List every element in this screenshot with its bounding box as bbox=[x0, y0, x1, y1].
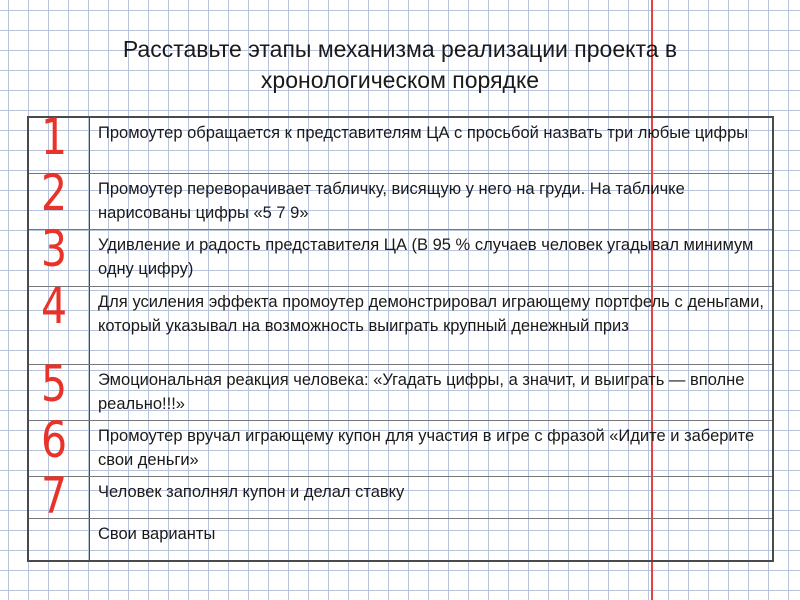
table-row-step-3 bbox=[29, 220, 772, 287]
table-row-step-5 bbox=[29, 355, 772, 421]
table-row-step-1 bbox=[29, 108, 772, 174]
step-number-7: 7 bbox=[41, 467, 68, 525]
step-number-2: 2 bbox=[41, 164, 68, 222]
step-text-7: Человек заполнял купон и делал ставку bbox=[98, 483, 405, 501]
step-number-5: 5 bbox=[41, 355, 68, 413]
step-number-cell bbox=[29, 467, 90, 525]
page-title bbox=[30, 34, 770, 96]
step-number-cell bbox=[29, 277, 90, 364]
own-options-text: Свои варианты bbox=[98, 525, 216, 543]
table-row-own-options bbox=[29, 519, 772, 560]
title-line-2: хронологическом порядке bbox=[260, 67, 540, 93]
table-row-step-2 bbox=[29, 164, 772, 230]
step-text-2: Промоутер переворачивает табличку, висящую у него на груди. На табличке нарисованы цифры «5 7 9» bbox=[98, 180, 685, 222]
steps-table bbox=[27, 108, 774, 562]
step-text-3: Удивление и радость представителя ЦА (В 95 % случаев человек угадывал минимум одну цифру) bbox=[98, 236, 754, 278]
step-number-1: 1 bbox=[41, 108, 68, 166]
title-line-1: Расставьте этапы механизма реализации проекта в bbox=[122, 36, 678, 62]
table-row-step-7 bbox=[29, 467, 772, 525]
step-number-cell bbox=[29, 519, 90, 560]
step-number-4: 4 bbox=[41, 277, 68, 335]
step-number-3: 3 bbox=[41, 220, 68, 278]
step-number-6: 6 bbox=[41, 411, 68, 469]
step-text-4: Для усиления эффекта промоутер демонстрировал играющему портфель с деньгами, который указывал на возможность выиграть крупный денежный приз bbox=[98, 293, 764, 335]
step-text-5: Эмоциональная реакция человека: «Угадать цифры, а значит, и выиграть — вполне реально!!!» bbox=[98, 371, 745, 413]
table-row-step-4 bbox=[29, 277, 772, 365]
table-row-step-6 bbox=[29, 411, 772, 477]
step-text-6: Промоутер вручал играющему купон для участия в игре с фразой «Идите и заберите свои деньги» bbox=[98, 427, 755, 469]
step-text-1: Промоутер обращается к представителям ЦА с просьбой назвать три любые цифры bbox=[98, 124, 749, 142]
